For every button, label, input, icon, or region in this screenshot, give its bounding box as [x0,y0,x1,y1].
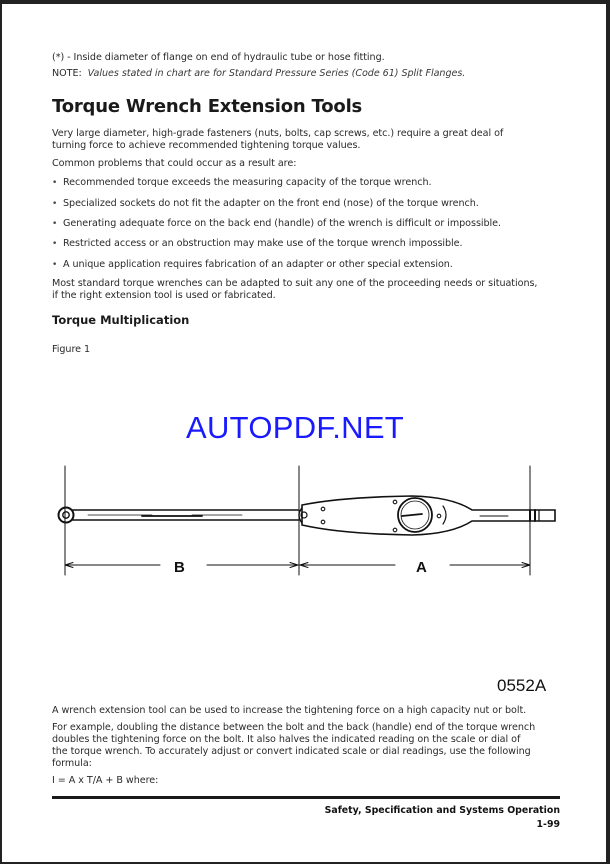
bullet-icon: • [52,219,58,229]
footer-title: Safety, Specification and Systems Operation [324,805,560,816]
bullet-icon: • [52,199,58,209]
bullet-text: A unique application requires fabrication of an adapter or other special extension. [63,259,453,270]
section-title: Torque Wrench Extension Tools [52,96,363,117]
bullet-item [52,177,572,189]
adapt-line-1: Most standard torque wrenches can be adapted to suit any one of the proceeding needs or situations, [52,278,538,289]
watermark-link[interactable]: AUTOPDF.NET [186,410,405,445]
bullet-item [52,198,572,210]
paragraph-example-line-1: For example, doubling the distance between the bolt and the back (handle) end of the torque wrench [52,722,536,733]
bullet-text: Restricted access or an obstruction may make use of the torque wrench impossible. [63,238,463,249]
intro-line-2: turning force to achieve recommended tightening torque values. [52,140,361,151]
figure-label: Figure 1 [52,344,91,355]
adapt-line-2: if the right extension tool is used or fabricated. [52,290,276,301]
page-number: 1-99 [536,819,560,830]
figure-code: 0552A [497,676,547,695]
dimension-a-label: A [416,559,427,576]
paragraph-example-line-4: formula: [52,758,92,769]
bullet-text: Specialized sockets do not fit the adapter on the front end (nose) of the torque wrench. [63,198,479,209]
footer-rule [52,796,560,799]
note-label: NOTE: [52,68,82,79]
intro-line-1: Very large diameter, high-grade fasteners (nuts, bolts, cap screws, etc.) require a great deal of [52,128,504,139]
paragraph-extension-tool: A wrench extension tool can be used to increase the tightening force on a high capacity nut or bolt. [52,705,527,716]
subsection-title: Torque Multiplication [52,313,190,327]
bullet-text: Recommended torque exceeds the measuring capacity of the torque wrench. [63,177,432,188]
dimension-b-label: B [174,559,185,576]
problems-lead: Common problems that could occur as a result are: [52,158,297,169]
note-line [52,68,465,80]
torque-wrench-diagram [2,460,606,590]
note-text: Values stated in chart are for Standard Pressure Series (Code 61) Split Flanges. [87,68,466,79]
bullet-icon: • [52,178,58,188]
document-page [2,4,606,862]
bullet-item [52,238,572,250]
paragraph-example-line-3: the torque wrench. To accurately adjust or convert indicated scale or dial readings, use the following [52,746,531,757]
bullet-icon: • [52,260,58,270]
bullet-icon: • [52,239,58,249]
bullet-item [52,218,572,230]
bullet-text: Generating adequate force on the back end (handle) of the wrench is difficult or impossible. [63,218,502,229]
bullet-item [52,259,572,271]
footnote-text: (*) - Inside diameter of flange on end of hydraulic tube or hose fitting. [52,52,385,63]
paragraph-example-line-2: doubles the tightening force on the bolt. It also halves the indicated reading on the scale or dial of [52,734,521,745]
formula-text: I = A x T/A + B where: [52,775,159,786]
